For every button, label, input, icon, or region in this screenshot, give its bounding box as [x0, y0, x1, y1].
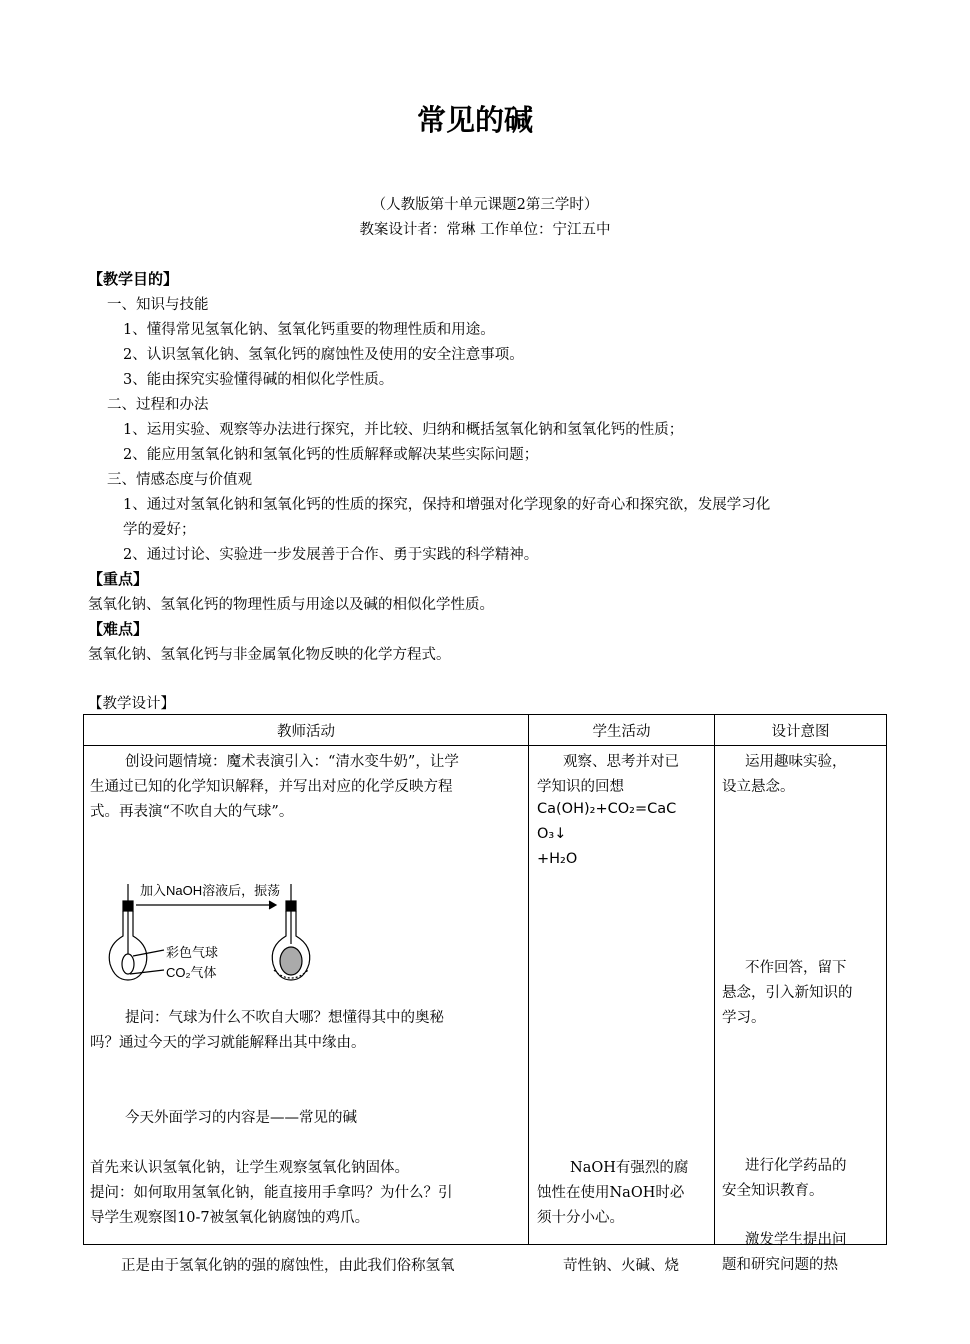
objective-section-3: 三、情感态度与价值观	[107, 472, 252, 488]
table-header-row	[84, 715, 887, 746]
table-row	[84, 746, 887, 1245]
header-teacher-activity: 教师活动	[84, 715, 529, 746]
teacher-text: 今天外面学习的内容是——常见的碱	[125, 1110, 357, 1126]
figure-label-add-naoh: 加入NaOH溶液后，振荡	[140, 883, 281, 898]
key-point-text: 氢氧化钠、氢氧化钙的物理性质与用途以及碱的相似化学性质。	[88, 597, 494, 613]
student-equation: +H₂O	[537, 851, 578, 867]
objective-item: 1、懂得常见氢氧化钠、氢氧化钙重要的物理性质和用途。	[123, 322, 495, 338]
objective-section-2: 二、过程和办法	[107, 397, 209, 413]
intent-text: 学习。	[722, 1010, 766, 1026]
intent-text: 安全知识教育。	[722, 1183, 824, 1199]
teacher-text: 创设问题情境：魔术表演引入：“清水变牛奶”，让学	[125, 754, 459, 770]
objectives-heading: 【教学目的】	[88, 270, 179, 288]
student-equation: O₃↓	[537, 826, 567, 842]
page-title: 常见的碱	[416, 103, 533, 137]
figure-label-balloon: 彩色气球	[166, 945, 219, 960]
student-text: 须十分小心。	[537, 1210, 624, 1226]
objective-item: 1、运用实验、观察等办法进行探究，并比较、归纳和概括氢氧化钠和氢氧化钙的性质；	[123, 422, 684, 438]
student-text: NaOH有强烈的腐	[570, 1160, 689, 1176]
student-text: 观察、思考并对已	[563, 754, 679, 770]
intent-text: 进行化学药品的	[745, 1158, 847, 1174]
subtitle: （人教版第十单元课题2第三学时）	[371, 197, 599, 213]
objective-item: 2、认识氢氧化钠、氢氧化钙的腐蚀性及使用的安全注意事项。	[123, 347, 524, 363]
teacher-text: 吗？通过今天的学习就能解释出其中缘由。	[90, 1035, 366, 1051]
intent-text: 运用趣味实验，	[745, 754, 847, 770]
teacher-text: 首先来认识氢氧化钠，让学生观察氢氧化钠固体。	[90, 1160, 409, 1176]
difficulty-text: 氢氧化钠、氢氧化钙与非金属氧化物反映的化学方程式。	[88, 647, 451, 663]
design-intent-cell	[715, 746, 887, 1273]
intent-text: 不作回答，留下	[745, 960, 847, 976]
intent-text: 题和研究问题的热	[722, 1257, 838, 1273]
student-text: 苛性钠、火碱、烧	[563, 1258, 679, 1274]
objective-item-continued: 学的爱好；	[123, 522, 196, 538]
teacher-text: 提问：如何取用氢氧化钠，能直接用手拿吗？为什么？引	[90, 1185, 453, 1201]
teacher-text: 生通过已知的化学知识解释，并写出对应的化学反映方程	[90, 779, 453, 795]
intent-text: 激发学生提出问	[745, 1232, 847, 1248]
teacher-activity-cell	[84, 746, 529, 1274]
design-heading: 【教学设计】	[88, 696, 175, 712]
teacher-text: 式。再表演“不吹自大的气球”。	[90, 804, 294, 820]
objective-section-1: 一、知识与技能	[107, 297, 209, 313]
figure-label-co2-gas: CO₂气体	[166, 965, 217, 980]
key-point-heading: 【重点】	[88, 570, 149, 588]
student-activity-cell	[529, 746, 715, 1274]
objective-item: 2、通过讨论、实验进一步发展善于合作、勇于实践的科学精神。	[123, 547, 539, 563]
student-equation: Ca(OH)₂+CO₂=CaC	[537, 801, 677, 817]
intent-text: 设立悬念。	[722, 779, 795, 795]
teacher-text: 正是由于氢氧化钠的强的腐蚀性，由此我们俗称氢氧	[121, 1258, 455, 1274]
student-text: 蚀性在使用NaOH时必	[537, 1185, 685, 1201]
author-line: 教案设计者：常琳 工作单位：宁江五中	[359, 222, 611, 238]
teacher-text: 提问：气球为什么不吹自大哪？想懂得其中的奥秘	[125, 1010, 444, 1026]
header-student-activity: 学生活动	[529, 715, 715, 746]
intent-text: 悬念，引入新知识的	[722, 985, 853, 1001]
header-design-intent: 设计意图	[715, 715, 887, 746]
objective-item: 2、能应用氢氧化钠和氢氧化钙的性质解释或解决某些实际问题；	[123, 447, 539, 463]
teaching-design-table	[83, 714, 887, 1274]
teacher-text: 导学生观察图10-7被氢氧化钠腐蚀的鸡爪。	[90, 1210, 370, 1226]
objective-item: 1、通过对氢氧化钠和氢氧化钙的性质的探究，保持和增强对化学现象的好奇心和探究欲，发展学习化	[123, 497, 771, 513]
student-text: 学知识的回想	[537, 779, 624, 795]
objective-item: 3、能由探究实验懂得碱的相似化学性质。	[123, 372, 394, 388]
difficulty-heading: 【难点】	[88, 620, 149, 638]
